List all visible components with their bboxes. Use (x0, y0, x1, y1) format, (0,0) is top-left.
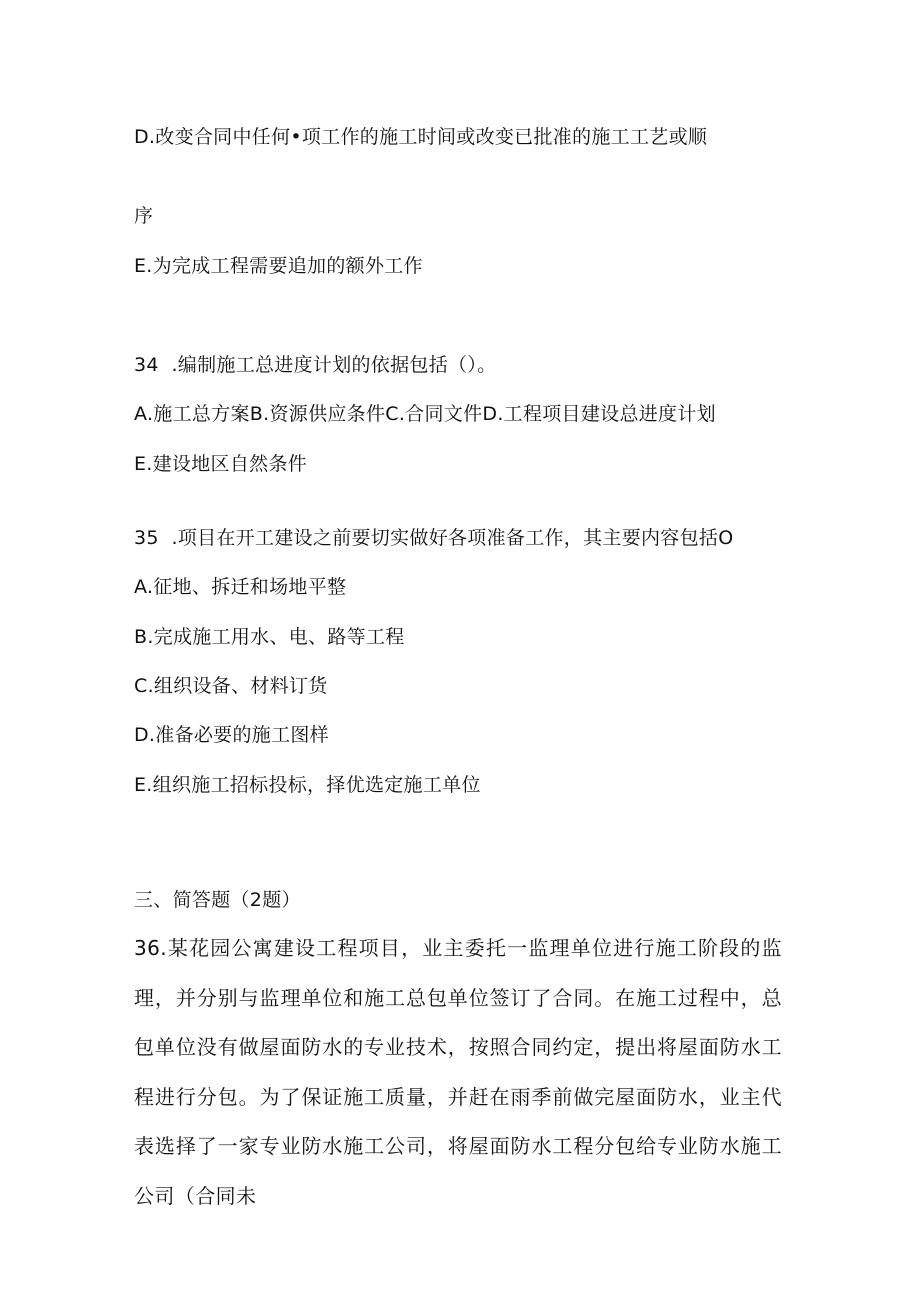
question-35-option-a: A.征地、拆迁和场地平整 (134, 576, 347, 598)
question-35-option-e: E.组织施工招标投标，择优选定施工单位 (134, 774, 481, 796)
section-heading: 三、简答题（2题） (134, 889, 301, 911)
option-d-continuation: 序 (134, 205, 154, 227)
question-35-option-b: B.完成施工用水、电、路等工程 (134, 626, 405, 648)
question-35-option-c: C.组织设备、材料订货 (134, 675, 328, 697)
question-34: 34 .编制施工总进度计划的依据包括（）。 (134, 354, 497, 376)
question-36-paragraph: 36.某花园公寓建设工程项目，业主委托一监理单位进行施工阶段的监理，并分别与监理单位和施工总包单位签订了合同。在施工过程中，总包单位没有做屋面防水的专业技术，按照合同约定，提出将屋面防水工程进行分包。为了保证施工质量，并赶在雨季前做完屋面防水，业主代表选择了一家专业防水施工公司，将屋面防水工程分包给专业防水施工公司（合同未 (134, 936, 782, 1208)
question-34-option-e: E.建设地区自然条件 (134, 453, 308, 475)
option-e-line: E.为完成工程需要追加的额外工作 (134, 255, 423, 277)
question-35-option-d: D.准备必要的施工图样 (134, 724, 329, 746)
question-34-options-abcd: A.施工总方案B.资源供应条件C.合同文件D.工程项目建设总进度计划 (134, 403, 716, 425)
option-d-line: D.改变合同中任何•项工作的施工时间或改变已批准的施工工艺或顺 (134, 126, 708, 148)
question-35: 35 .项目在开工建设之前要切实做好各项准备工作，其主要内容包括O (134, 527, 734, 549)
